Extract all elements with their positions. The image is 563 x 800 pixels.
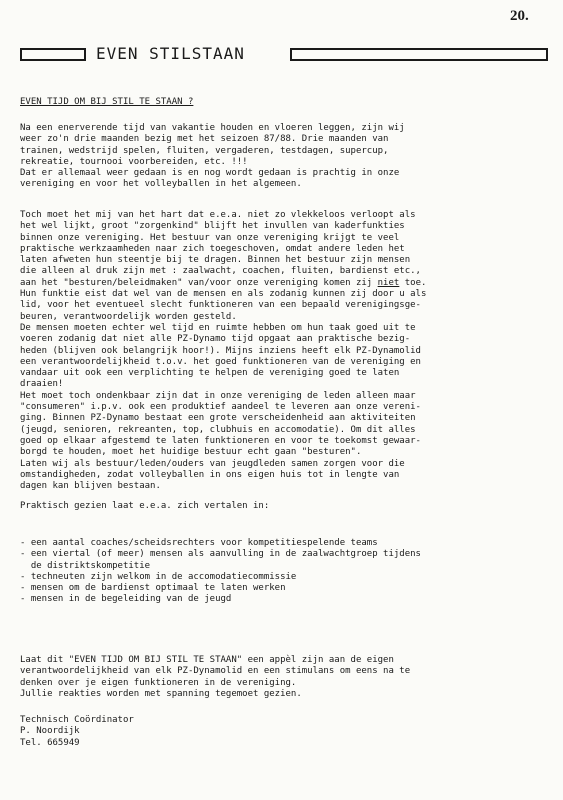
text-segment: aan het "besturen/beleidmaken" van/voor onze vereniging komen zij [20,277,378,288]
article-header [20,44,550,68]
text-line: verantwoordelijkheid van elk PZ-Dynamolid en een stimulans om eens na te [20,666,411,677]
text-line: (jeugd, senioren, rekreanten, top, clubhuis en accomodatie). Om dit alles [20,424,416,435]
text-line: vandaar uit ook een verplichting te helpen de vereniging goed te laten [20,368,400,379]
signature-block [20,715,548,749]
page-number: 20. [510,8,529,24]
text-line: Toch moet het mij van het hart dat e.e.a. niet zo vlekkeloos verloopt als [20,210,416,220]
practical-intro [20,501,548,512]
text-line: Hun funktie eist dat wel van de mensen en als zodanig kunnen zij door u als [20,289,427,300]
text-line: die alleen al druk zijn met : zaalwacht, coachen, fluiten, bardienst etc., [20,266,421,277]
text-line: ging. Binnen PZ-Dynamo bestaat een grote verscheidenheid aan aktiviteiten [20,413,416,424]
list-item: - mensen om de bardienst optimaal te laten werken [20,583,286,594]
signature-name: P. Noordijk [20,726,80,737]
text-line: heden (blijven ook belangrijk hoor!). Mijns inziens heeft elk PZ-Dynamolid [20,345,421,356]
list-item: de distriktskompetitie [20,560,151,571]
underlined-word: niet [377,277,400,288]
text-line: draaien! [20,379,64,390]
text-line: trainen, wedstrijd spelen, fluiten, vergaderen, testdagen, supercup, [20,145,389,156]
text-line: goed op elkaar afgestemd te laten funktioneren en voor te toekomst gewaar- [20,435,421,446]
list-item: - mensen in de begeleiding van de jeugd [20,594,232,605]
text-line: De mensen moeten echter wel tijd en ruimte hebben om hun taak goed uit te [20,322,416,333]
signature-role: Technisch Coördinator [20,715,134,725]
text-line: borgd te houden, moet het huidige bestuur echt gaan "besturen". [20,447,362,458]
main-paragraph [20,210,548,492]
text-line [20,278,548,289]
text-line: lid, voor het eventueel slecht funktioneren van een bepaald verenigingsge- [20,300,421,311]
text-line: voeren zodanig dat niet alle PZ-Dynamo tijd opgaat aan praktische bezig- [20,334,411,345]
title-box-left [20,48,86,61]
text-line: "consumeren" i.p.v. ook een produktief aandeel te leveren aan onze vereni- [20,402,421,413]
text-line: omstandigheden, zodat volleyballen in ons eigen huis tot in lengte van [20,469,400,480]
text-line: Laat dit "EVEN TIJD OM BIJ STIL TE STAAN" een appèl zijn aan de eigen [20,655,394,665]
list-item: - een viertal (of meer) mensen als aanvulling in de zaalwachtgroep tijdens [20,549,421,560]
intro-paragraph [20,123,548,191]
text-line: praktische werkzaamheden naar zich toegeschoven, omdat andere leden het [20,243,405,254]
article-subtitle: EVEN TIJD OM BIJ STIL TE STAAN ? [20,97,194,107]
text-line: het wel lijkt, groot "zorgenkind" blijft het invullen van kaderfunkties [20,221,405,232]
text-line: laten afweten hun steentje bij te dragen. Binnen het bestuur zijn mensen [20,255,411,266]
closing-paragraph [20,655,548,700]
text-line: Laten wij als bestuur/leden/ouders van jeugdleden samen zorgen voor die [20,458,405,469]
text-line: dagen kan blijven bestaan. [20,481,161,492]
text-line: vereniging en voor het volleyballen in het algemeen. [20,179,302,190]
list-item: - een aantal coaches/scheidsrechters voor kompetitiespelende teams [20,538,378,548]
text-line: beuren, verantwoordelijk worden gesteld. [20,311,237,322]
text-segment: toe. [399,277,427,288]
text-line: Het moet toch ondenkbaar zijn dat in onze vereniging de leden alleen maar [20,390,416,401]
text-line: denken over je eigen funktioneren in de vereniging. [20,677,297,688]
text-line: Dat er allemaal weer gedaan is en nog wordt gedaan is prachtig in onze [20,168,400,179]
text-line: Jullie reakties worden met spanning tegemoet gezien. [20,688,302,699]
article-title: EVEN STILSTAAN [96,44,245,63]
text-line: weer zo'n drie maanden bezig met het seizoen 87/88. Drie maanden van [20,134,389,145]
text-line: binnen onze vereniging. Het bestuur van onze vereniging krijgt te veel [20,232,400,243]
title-box-right [290,48,548,61]
list-item: - techneuten zijn welkom in de accomodatiecommissie [20,571,297,582]
needs-list [20,538,548,606]
text-line: Na een enerverende tijd van vakantie houden en vloeren leggen, zijn wij [20,123,405,133]
text-line: een verantwoordelijkheid t.o.v. het goed funktioneren van de vereniging en [20,356,421,367]
text-line: rekreatie, tournooi voorbereiden, etc. !!! [20,156,248,167]
signature-phone: Tel. 665949 [20,737,80,748]
text-line: Praktisch gezien laat e.e.a. zich vertalen in: [20,501,270,511]
